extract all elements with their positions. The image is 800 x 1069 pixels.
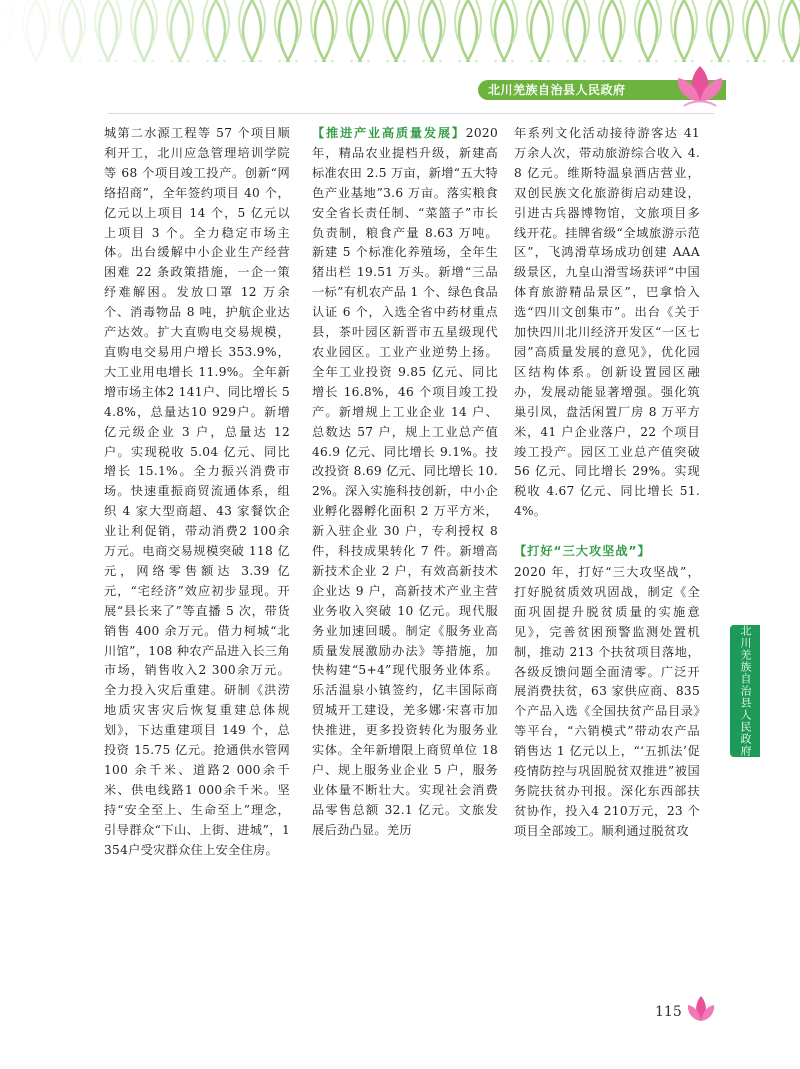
- paragraph: [312, 124, 498, 841]
- paragraph: 城第二水源工程等 57 个项目顺利开工，北川应急管理培训学院等 68 个项目竣工投产。创新“网络招商”，全年签约项目 40 个，亿元以上项目 14 个，5 亿元以上项目 3 个。全力稳定市场主体。出台缓解中小企业生产经营困难 22 条政策措施，一企一策纾难解困。发放口罩 12 万余个、消毒物品 8 吨，护航企业达产达效。扩大直购电交易规模，直购电交易用户增长 353.9%，大工业用电增长 11.9%。全年新增市场主体2 141户、同比增长 54.8%，总量达10 929户。新增亿元级企业 3 户，总量达 12 户。实现税收 5.04 亿元、同比增长 15.1%。全力振兴消费市场。快速重振商贸流通体系，组织 4 家大型商超、43 家餐饮企业让利促销，带动消费2 100余万元。电商交易规模突破 118 亿元，网络零售额达 3.39 亿元，“宅经济”效应初步显现。开展“县长来了”等直播 5 次，带货销售 400 余万元。借力柯城“北川馆”，108 种农产品进入长三角市场，销售收入2 300余万元。全力投入灾后重建。研制《洪涝地质灾害灾后恢复重建总体规划》，下达重建项目 149 个，总投资 15.75 亿元。抢通供水管网 100 余千米、道路2 000余千米、供电线路1 000余千米。坚持“安全至上、生命至上”理念，引导群众“下山、上街、进城”，1 354户受灾群众住上安全住房。: [104, 126, 290, 857]
- paragraph: 年系列文化活动接待游客达 41 万余人次，带动旅游综合收入 4.8 亿元。维斯特温泉酒店营业，双创民族文化旅游街启动建设，引进古兵器博物馆，文旅项目多线开花。挂牌省级“全域旅游示范区”，飞鸿滑草场成功创建 AAA 级景区，九皇山滑雪场获评“中国体育旅游精品景区”，巴拿恰入选“四川文创集市”。出台《关于加快四川北川经济开发区“一区七园”高质量发展的意见》，优化园区结构体系。创新设置园区融办，发展动能显著增强。强化筑巢引凤，盘活闲置厂房 8 万平方米，41 户企业落户，22 个项目竣工投产。园区工业总产值突破 56 亿元、同比增长 29%。实现税收 4.67 亿元、同比增长 51.4%。: [514, 126, 700, 519]
- text-column-1: [104, 124, 290, 861]
- text-column-3: [514, 124, 700, 842]
- page-number: 115: [655, 1004, 682, 1020]
- lotus-icon: [684, 994, 718, 1024]
- lotus-icon: [670, 62, 730, 108]
- header-title: 北川羌族自治县人民政府: [488, 83, 626, 97]
- section-heading: 【打好“三大攻坚战”】: [514, 544, 651, 559]
- section-heading: 【推进产业高质量发展】: [312, 126, 466, 140]
- header-rule: [108, 113, 714, 114]
- paragraph: 2020 年，打好“三大攻坚战”，打好脱贫质效巩固战，制定《全面巩固提升脱贫质量的实施意见》，完善贫困预警监测处置机制，推动 213 个扶贫项目落地，各级反馈问题全面清零。广泛开展消费扶贫，63 家供应商、835 个产品入选《全国扶贫产品目录》等平台，“六销模式”带动农产品销售达 1 亿元以上，“‘五抓法’促疫情防控与巩固脱贫双推进”被国务院扶贫办刊报。深化东西部扶贫协作，投入4 210万元，23 个项目全部竣工。顺利通过脱贫攻: [514, 565, 700, 838]
- side-chapter-tab: 北川羌族自治县人民政府: [730, 625, 760, 757]
- text-column-2: [312, 124, 498, 841]
- paragraph-text: 2020 年，精品农业提档升级，新建高标准农田 2.5 万亩，新增“五大特色产业基地”3.6 万亩。落实粮食安全省长责任制、“菜篮子”市长负责制，粮食产量 8.63 万吨。新建 5 个标准化养殖场，全年生猪出栏 19.51 万头。新增“三品一标”有机农产品 1 个、绿色食品认证 6 个，入选全省中药材重点县，茶叶园区新晋市五星级现代农业园区。工业产业逆势上扬。全年工业投资 9.85 亿元、同比增长 16.8%，46 个项目竣工投产。新增规上工业企业 14 户、总数达 57 户，规上工业总产值 46.9 亿元、同比增长 9.1%。技改投资 8.69 亿元、同比增长 10.2%。深入实施科技创新，中小企业孵化器孵化面积 2 万平方米，新入驻企业 30 户，专利授权 8 件，科技成果转化 7 件。新增高新技术企业 2 户，有效高新技术企业达 9 户，高新技术产业主营业务收入突破 10 亿元。现代服务业加速回暖。制定《服务业高质量发展激励办法》等措施，加快构建“5+4”现代服务业体系。乐活温泉小镇签约，亿丰国际商贸城开工建设，羌多娜·宋喜市加快推进，更多投资转化为服务业实体。全年新增限上商贸单位 18 户、规上服务业企业 5 户，服务业体量不断壮大。实现社会消费品零售总额 32.1 亿元。文旅发展后劲凸显。羌历: [312, 126, 499, 837]
